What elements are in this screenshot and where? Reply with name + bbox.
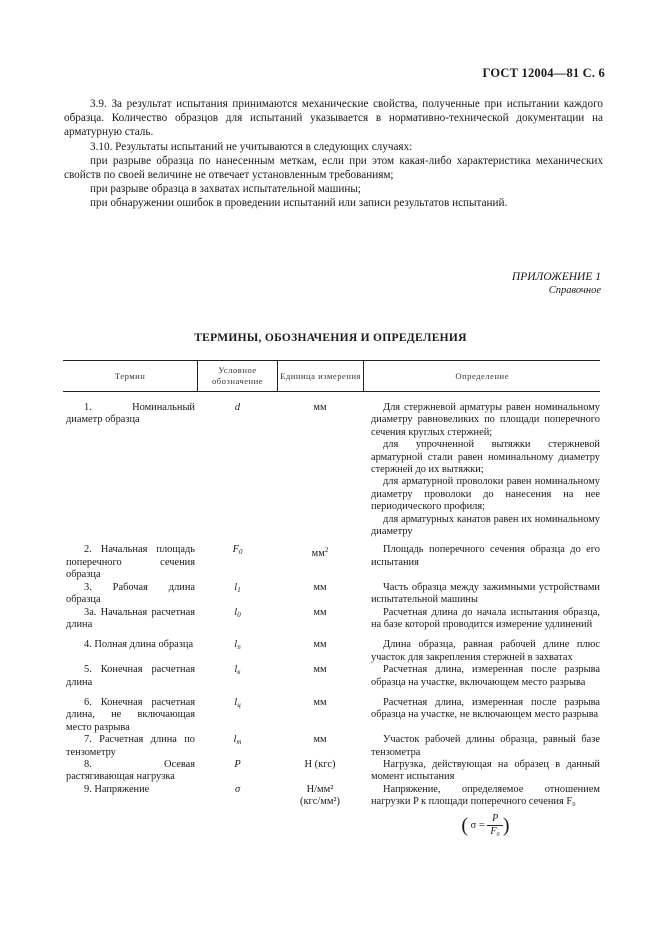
symbol-cell <box>198 607 277 632</box>
definition-cell <box>363 664 600 689</box>
paragraph-case-2: при разрыве образца в захватах испытательной машины; <box>90 183 361 196</box>
formula-numerator: P <box>487 813 503 826</box>
symbol-cell <box>198 664 277 689</box>
definition-paragraph <box>371 544 600 569</box>
definition-paragraph <box>371 784 600 809</box>
paragraph-3-9: 3.9. За результат испытания принимаются механические свойства, полученные при испытании каждого образца. Количество образцов для испытаний указывается в нормативно-технической документации на арматурную сталь. <box>64 98 603 139</box>
terms-table <box>63 360 600 838</box>
symbol-cell <box>198 734 277 759</box>
symbol-text: l <box>234 639 238 651</box>
unit-text: мм <box>313 402 327 413</box>
symbol-text: l <box>234 696 238 708</box>
term-cell <box>63 734 198 759</box>
table-row <box>63 697 600 734</box>
term-cell <box>63 664 198 689</box>
symbol-text: l <box>234 664 238 676</box>
symbol-cell <box>198 784 277 838</box>
definition-text: Участок рабочей длины образца, равный базе тензометра <box>371 734 600 758</box>
symbol-text: d <box>234 402 241 413</box>
unit-text: мм <box>313 606 327 618</box>
definition-cell <box>363 734 600 759</box>
unit-text: Н/мм² <box>306 783 334 795</box>
formula-fraction <box>487 813 503 838</box>
term-text: 6. Конечная расчетная длина, не включающая место разрыва <box>66 696 195 733</box>
definition-text: для упрочненной вытяжки стержневой арматурной стали равен номинальному диаметру стержней до их вытяжки; <box>371 439 600 476</box>
term-cell <box>63 759 198 784</box>
term-text: 4. Полная длина образца <box>84 639 194 651</box>
symbol-subscript: п <box>237 643 241 652</box>
definition-cell <box>363 697 600 734</box>
unit-cell <box>277 582 363 607</box>
unit-text: $мм^2$ <box>311 546 329 560</box>
symbol-subscript: 1 <box>237 585 241 594</box>
definition-text: Расчетная длина, измеренная после разрыва образца на участке, включающем место разрыва <box>371 664 600 688</box>
unit-text: мм <box>313 664 327 676</box>
unit-cell <box>277 544 363 581</box>
table-row <box>63 664 600 689</box>
definition-cell <box>363 759 600 784</box>
unit-text: Н (кгс) <box>304 758 336 770</box>
symbol-subscript: 0 <box>237 610 241 619</box>
table-row <box>63 759 600 784</box>
definition-paragraph <box>371 639 600 664</box>
formula-denominator: F₀ <box>490 825 500 837</box>
unit-text: мм <box>313 639 327 651</box>
definition-cell <box>363 544 600 581</box>
definition-paragraph <box>371 664 600 689</box>
table-row <box>63 734 600 759</box>
definition-text: Площадь поперечного сечения образца до его испытания <box>371 544 600 568</box>
section-title: ТЕРМИНЫ, ОБОЗНАЧЕНИЯ И ОПРЕДЕЛЕНИЯ <box>194 332 467 344</box>
definition-paragraph <box>371 439 600 476</box>
body-text <box>64 97 603 211</box>
symbol-cell <box>198 544 277 581</box>
definition-text: Длина образца, равная рабочей длине плюс участок для закрепления стержней в захватах <box>371 639 600 663</box>
symbol-cell <box>198 582 277 607</box>
table-row <box>63 607 600 632</box>
term-cell <box>63 784 198 838</box>
table-row <box>63 639 600 664</box>
term-text: 3а. Начальная расчетная длина <box>66 606 195 630</box>
formula-lhs: σ = <box>468 819 488 831</box>
table-row <box>63 544 600 581</box>
term-text: 9. Напряжение <box>84 783 150 795</box>
term-cell <box>63 607 198 632</box>
term-text: 3. Рабочая длина образца <box>66 581 195 606</box>
definition-text: Расчетная длина, измеренная после разрыва образца на участке, не включающем место разрыва <box>371 696 600 721</box>
definition-cell <box>363 582 600 607</box>
unit-text: мм <box>313 696 327 708</box>
symbol-cell <box>198 639 277 664</box>
symbol-text: P <box>234 758 241 770</box>
table-row <box>63 402 600 538</box>
unit-cell <box>277 664 363 689</box>
appendix-label <box>512 270 601 298</box>
definition-paragraph <box>371 582 600 607</box>
table-row <box>63 582 600 607</box>
term-cell <box>63 639 198 664</box>
definition-paragraph <box>371 697 600 722</box>
symbol-text: l <box>234 581 238 593</box>
term-text: 1. Номинальный диаметр образца <box>66 402 195 426</box>
symbol-cell <box>198 402 277 538</box>
term-text: 8. Осевая растягивающая нагрузка <box>66 758 195 783</box>
definition-paragraph <box>371 759 600 784</box>
term-cell <box>63 697 198 734</box>
definition-paragraph <box>371 402 600 439</box>
header-definition: Определение <box>363 361 600 391</box>
unit-superscript: 2 <box>324 546 329 555</box>
unit-cell <box>277 759 363 784</box>
definition-paragraph <box>371 734 600 759</box>
unit-cell <box>277 607 363 632</box>
symbol-text: σ <box>234 783 241 795</box>
unit-text: мм <box>313 581 327 593</box>
definition-text: Напряжение, определяемое отношением нагрузки P к площади поперечного сечения F₀ <box>371 783 600 808</box>
appendix-title: ПРИЛОЖЕНИЕ 1 <box>511 271 601 283</box>
symbol-subscript: ц <box>237 700 241 709</box>
definition-paragraph <box>371 514 600 539</box>
definition-cell <box>363 784 600 838</box>
unit-cell <box>277 697 363 734</box>
term-cell <box>63 544 198 581</box>
symbol-subscript: к <box>237 668 241 677</box>
symbol-subscript: т <box>236 738 242 747</box>
header-symbol: Условное обозначение <box>197 361 277 391</box>
definition-paragraph <box>371 607 600 632</box>
appendix-subtitle: Справочное <box>548 285 601 296</box>
symbol-cell <box>198 697 277 734</box>
stress-formula <box>371 813 600 838</box>
unit-cell <box>277 734 363 759</box>
header-unit: Единица измерения <box>277 361 364 391</box>
symbol-text: F <box>232 544 239 556</box>
definition-text: Расчетная длина до начала испытания образца, на базе которой проводится измерение удлинений <box>371 606 600 630</box>
definition-cell <box>363 607 600 632</box>
symbol-text: l <box>233 734 237 746</box>
definition-text: для арматурных канатов равен их номинальному диаметру <box>371 513 600 538</box>
term-cell <box>63 582 198 607</box>
formula-paren-right: ) <box>502 813 510 836</box>
symbol-text: l <box>234 606 238 618</box>
paragraph-3-10: 3.10. Результаты испытаний не учитываются в следующих случаях: <box>90 140 413 153</box>
paragraph-case-3: при обнаружении ошибок в проведении испытаний или записи результатов испытаний. <box>90 197 508 210</box>
definition-text: Часть образца между зажимными устройствами испытательной машины <box>371 581 600 606</box>
unit-alt-text: (кгс/мм²) <box>300 796 340 808</box>
table-header <box>63 360 600 392</box>
definition-cell <box>363 639 600 664</box>
page-header: ГОСТ 12004—81 С. 6 <box>482 66 605 80</box>
term-text: 5. Конечная расчетная длина <box>66 664 195 688</box>
symbol-subscript: 0 <box>238 548 243 557</box>
definition-paragraph <box>371 476 600 513</box>
table-row <box>63 784 600 838</box>
definition-text: Для стержневой арматуры равен номинальному диаметру равновеликих по площади поперечного сечения круглых стержней; <box>371 402 600 438</box>
unit-cell <box>277 402 363 538</box>
definition-text: Нагрузка, действующая на образец в данный момент испытания <box>371 758 600 783</box>
unit-cell <box>277 784 363 838</box>
header-term: Термин <box>114 370 146 381</box>
definition-cell <box>363 402 600 538</box>
unit-text: мм <box>313 734 327 746</box>
symbol-cell <box>198 759 277 784</box>
term-text: 2. Начальная площадь поперечного сечения образца <box>66 544 195 581</box>
paragraph-case-1: при разрыве образца по нанесенным меткам, если при этом какая-либо характеристика механических свойств по своей величине не отвечает установленным требованиям; <box>64 154 603 182</box>
term-text: 7. Расчетная длина по тензометру <box>66 734 195 758</box>
term-cell <box>63 402 198 538</box>
definition-text: для арматурной проволоки равен номинальному диаметру проволоки до нанесения на нее периодического профиля; <box>371 476 600 513</box>
table-body <box>63 402 600 838</box>
formula-paren-left: ( <box>461 813 469 836</box>
unit-cell <box>277 639 363 664</box>
